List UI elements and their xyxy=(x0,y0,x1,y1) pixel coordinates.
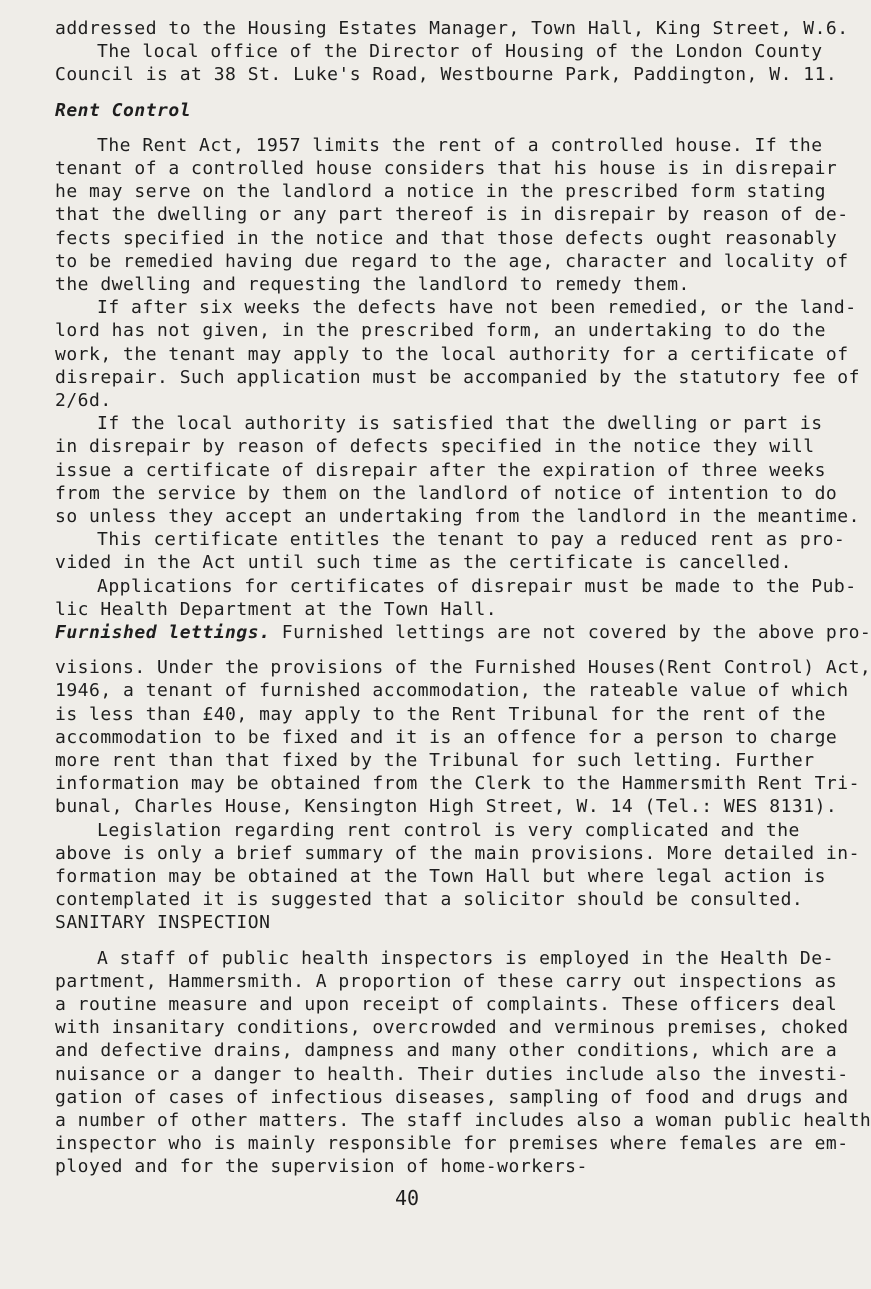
paragraph-line: accommodation to be fixed and it is an offence for a person to charge xyxy=(55,726,838,748)
paragraph-line: he may serve on the landlord a notice in the prescribed form stating xyxy=(55,181,826,203)
paragraph-line: inspector who is mainly responsible for premises where females are em- xyxy=(55,1133,849,1155)
paragraph-text: Furnished lettings are not covered by the above pro- xyxy=(281,622,871,643)
paragraph-line: bunal, Charles House, Kensington High Street, W. 14 (Tel.: WES 8131). xyxy=(55,796,838,818)
paragraph-line: a number of other matters. The staff includes also a woman public health xyxy=(55,1110,871,1131)
paragraph-line: tenant of a controlled house considers that his house is in disrepair xyxy=(55,158,838,179)
intro-line: addressed to the Housing Estates Manager, Town Hall, King Street, W.6. xyxy=(55,18,849,39)
paragraph-line: 2/6d. xyxy=(55,390,112,411)
paragraph-line: that the dwelling or any part thereof is in disrepair by reason of de- xyxy=(55,204,849,226)
paragraph-line: The Rent Act, 1957 limits the rent of a controlled house. If the xyxy=(97,134,823,156)
paragraph-line: more rent than that fixed by the Tribunal for such letting. Further xyxy=(55,750,815,771)
paragraph-line: lord has not given, in the prescribed form, an undertaking to do the xyxy=(55,320,826,342)
paragraph-line: This certificate entitles the tenant to pay a reduced rent as pro- xyxy=(97,529,846,551)
paragraph-line: vided in the Act until such time as the certificate is cancelled. xyxy=(55,552,792,574)
paragraph-line: nuisance or a danger to health. Their duties include also the investi- xyxy=(55,1063,849,1085)
paragraph-line: issue a certificate of disrepair after the expiration of three weeks xyxy=(55,459,826,481)
paragraph-line: in disrepair by reason of defects specified in the notice they will xyxy=(55,436,815,458)
section-heading-rent-control: Rent Control xyxy=(55,99,192,121)
paragraph-line: information may be obtained from the Clerk to the Hammersmith Rent Tri- xyxy=(55,773,860,795)
intro-line: The local office of the Director of Housing of the London County xyxy=(97,41,823,63)
paragraph-line: visions. Under the provisions of the Furnished Houses(Rent Control) Act, xyxy=(55,657,871,679)
paragraph-line: lic Health Department at the Town Hall. xyxy=(55,598,498,620)
paragraph-line: formation may be obtained at the Town Hall but where legal action is xyxy=(55,866,826,887)
paragraph-line: Applications for certificates of disrepair must be made to the Pub- xyxy=(97,575,857,597)
paragraph-line: work, the tenant may apply to the local authority for a certificate of xyxy=(55,343,849,365)
paragraph-line: with insanitary conditions, overcrowded and verminous premises, choked xyxy=(55,1017,849,1039)
paragraph-line: ployed and for the supervision of home-workers- xyxy=(55,1156,588,1178)
paragraph-line: so unless they accept an undertaking from the landlord in the meantime. xyxy=(55,506,860,527)
paragraph-line: above is only a brief summary of the main provisions. More detailed in- xyxy=(55,842,860,864)
paragraph-line xyxy=(55,622,871,644)
paragraph-line: If after six weeks the defects have not been remedied, or the land- xyxy=(97,297,857,319)
paragraph-line: Legislation regarding rent control is very complicated and the xyxy=(97,819,800,841)
paragraph-line: fects specified in the notice and that those defects ought reasonably xyxy=(55,227,838,249)
intro-line: Council is at 38 St. Luke's Road, Westbourne Park, Paddington, W. 11. xyxy=(55,64,838,86)
section-heading-sanitary: SANITARY INSPECTION xyxy=(55,912,271,934)
section-heading-furnished-lettings: Furnished lettings. xyxy=(55,622,271,643)
paragraph-line: the dwelling and requesting the landlord to remedy them. xyxy=(55,274,690,295)
paragraph-line: disrepair. Such application must be accompanied by the statutory fee of xyxy=(55,366,860,388)
paragraph-line: from the service by them on the landlord of notice of intention to do xyxy=(55,482,838,504)
paragraph-line: to be remedied having due regard to the age, character and locality of xyxy=(55,250,849,272)
page-number: 40 xyxy=(395,1185,420,1210)
paragraph-line: 1946, a tenant of furnished accommodation, the rateable value of which xyxy=(55,680,849,702)
paragraph-line: If the local authority is satisfied that the dwelling or part is xyxy=(97,413,823,435)
paragraph-line: a routine measure and upon receipt of complaints. These officers deal xyxy=(55,994,838,1015)
paragraph-line: is less than £40, may apply to the Rent Tribunal for the rent of the xyxy=(55,703,826,725)
paragraph-line: partment, Hammersmith. A proportion of these carry out inspections as xyxy=(55,970,838,992)
paragraph-line: and defective drains, dampness and many other conditions, which are a xyxy=(55,1040,838,1062)
paragraph-line: contemplated it is suggested that a solicitor should be consulted. xyxy=(55,889,804,911)
paragraph-line: gation of cases of infectious diseases, sampling of food and drugs and xyxy=(55,1086,849,1108)
paragraph-line: A staff of public health inspectors is employed in the Health De- xyxy=(97,947,834,969)
